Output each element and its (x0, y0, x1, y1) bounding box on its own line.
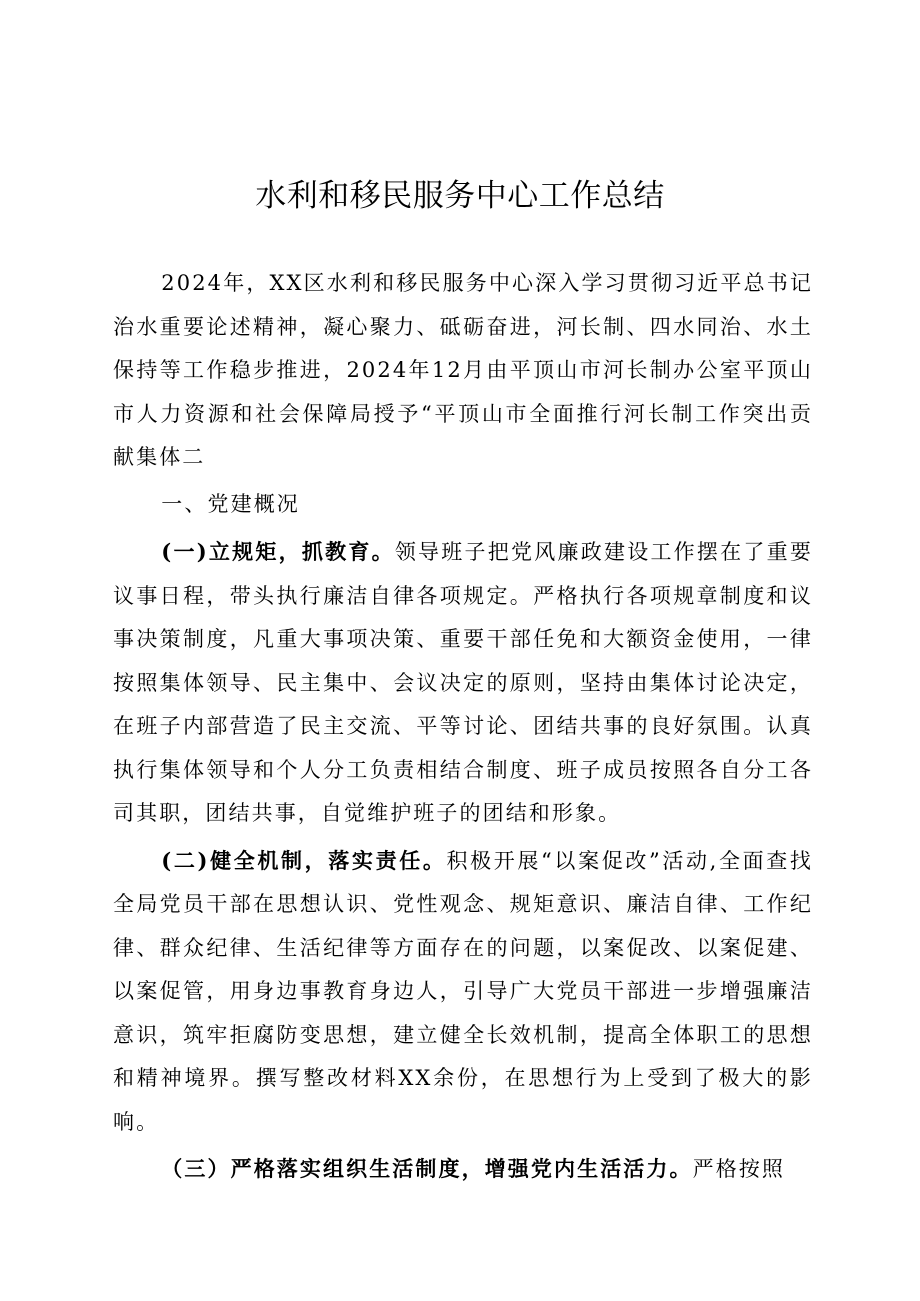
document-title: 水利和移民服务中心工作总结 (255, 178, 665, 214)
item-2-text: 积极开展“以案促改”活动,全面查找全局党员干部在思想认识、党性观念、规矩意识、廉洁自律、工作纪律、群众纪律、生活纪律等方面存在的问题，以案促改、以案促建、以案促管，用身边事教育身边人，引导广大党员干部进一步增强廉洁意识，筑牢拒腐防变思想，建立健全长效机制，提高全体职工的思想和精神境界。撰写整改材料XX余份，在思想行为上受到了极大的影响。 (113, 848, 813, 1134)
item-3-text: 严格按照 (692, 1157, 786, 1181)
item-2-paragraph (113, 839, 813, 1145)
item-1-lead: (一)立规矩，抓教育。 (161, 539, 395, 564)
item-1-paragraph (113, 530, 813, 836)
item-3-paragraph (113, 1147, 813, 1192)
document-body (113, 262, 813, 1192)
section-heading-party-building: 一、党建概况 (161, 491, 300, 516)
item-3-lead: （三）严格落实组织生活制度，增强党内生活活力。 (161, 1156, 693, 1181)
item-2-lead: (二)健全机制，落实责任。 (161, 847, 447, 873)
intro-paragraph: 2024年，XX区水利和移民服务中心深入学习贯彻习近平总书记治水重要论述精神，凝心聚力、砥砺奋进，河长制、四水同治、水土保持等工作稳步推进，2024年12月由平顶山市河长制办公室平顶山市人力资源和社会保障局授予“平顶山市全面推行河长制工作突出贡献集体二 (113, 271, 813, 469)
item-1-text: 领导班子把党风廉政建设工作摆在了重要议事日程，带头执行廉洁自律各项规定。严格执行各项规章制度和议事决策制度，凡重大事项决策、重要干部任免和大额资金使用，一律按照集体领导、民主集中、会议决定的原则，坚持由集体讨论决定，在班子内部营造了民主交流、平等讨论、团结共事的良好氛围。认真执行集体领导和个人分工负责相结合制度、班子成员按照各自分工各司其职，团结共事，自觉维护班子的团结和形象。 (113, 540, 813, 825)
